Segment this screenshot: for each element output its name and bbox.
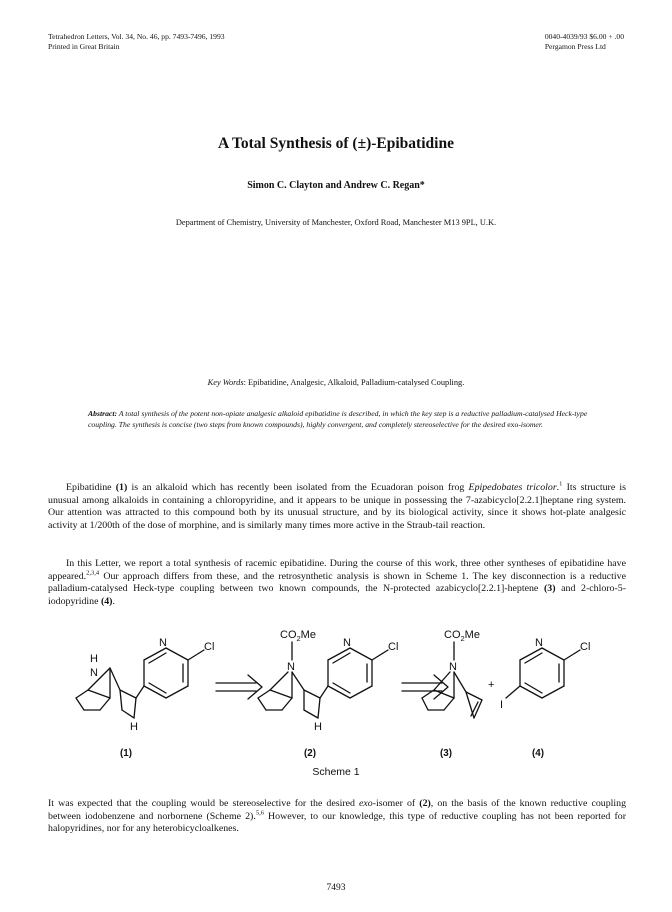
atom-cl: Cl [580, 641, 591, 653]
atom-i: I [500, 699, 504, 711]
co2me-part: CO [280, 629, 297, 641]
co2me-part: CO [444, 629, 461, 641]
compound-ref: (3) [543, 583, 556, 595]
issn-line: 0040-4039/93 $6.00 + .00 [544, 32, 624, 41]
co2me-part: Me [464, 629, 480, 641]
citation-ref: 5,6 [255, 809, 264, 817]
keywords [0, 378, 672, 387]
compound-3-structure [422, 642, 482, 718]
printed-line: Printed in Great Britain [48, 42, 120, 51]
atom-cl: Cl [388, 641, 399, 653]
co2me-sub: 2 [460, 634, 465, 643]
text-run: Epibatidine [66, 482, 116, 493]
atom-n: N [287, 661, 295, 673]
citation-ref: 1 [559, 480, 563, 488]
compound-label-4: (4) [532, 748, 544, 759]
keywords-text: : Epibatidine, Analgesic, Alkaloid, Palladium-catalysed Coupling. [243, 378, 465, 387]
text-run: -isomer of [372, 798, 420, 809]
scheme-1-figure [58, 620, 618, 765]
retrosynthesis-arrow-1 [216, 675, 262, 699]
text-run: . [112, 595, 115, 607]
text-run: Our approach differs from these, and the retrosynthetic analysis is shown in Scheme 1. The key disconnection is a reductive palladium-catalysed Heck-type coupling between two known compounds, the N-protected azabicyclo[2.2.1]-heptene [48, 570, 626, 595]
atom-n: N [159, 637, 167, 649]
compound-4-structure [506, 648, 580, 698]
abstract-text-a: A total synthesis of the potent non-opiate analgesic alkaloid epibatidine is described, in which the key step is a reductive palladium-catalysed Heck-type coupling. The synthesis is concise (two steps from known compounds), highly convergent, and completely stereoselective for the desired [88, 409, 588, 430]
body-paragraph-2 [48, 558, 626, 608]
exo-term: exo [359, 798, 373, 809]
compound-label-2: (2) [304, 748, 316, 759]
co2me-group [444, 629, 480, 643]
text-run: Its structure is unusual among alkaloids in containing a chloropyridine, and it appears to be unique in possessing the 7-azabicyclo[2.2.1]heptane ring system. Our attention was attracted to this compound both by its unusual structure, and by its biological activity, since it shows hot-plate analgesic activity at 1/200th of the dose of morphine, and is similarly many times more active in the Straub-tail reaction. [48, 482, 627, 531]
compound-ref: (1) [115, 482, 128, 493]
atom-n: N [343, 637, 351, 649]
keywords-label: Key Words [207, 378, 244, 387]
atom-h: H [90, 653, 98, 665]
text-run: , on the basis of the known reductive coupling between iodobenzene and norbornene (Scheme 2). [48, 798, 627, 822]
journal-price [545, 32, 624, 52]
text-run: However, to our knowledge, this type of reductive coupling has not been reported for halopyridines, nor for any heterobicycloalkenes. [48, 810, 626, 835]
publisher-line: Pergamon Press Ltd [544, 42, 606, 51]
paper-title: A Total Synthesis of (±)-Epibatidine [218, 135, 454, 152]
journal-citation [48, 32, 225, 52]
atom-n: N [535, 637, 543, 649]
species-name: Epipedobates tricolor [468, 482, 557, 493]
page-number: 7493 [326, 883, 346, 893]
body-paragraph-3 [48, 798, 626, 836]
abstract-exo: exo [507, 420, 519, 430]
text-run: and 2-chloro-5-iodopyridine [48, 583, 626, 607]
atom-n: N [449, 661, 457, 673]
plus-sign: + [488, 679, 495, 691]
compound-label-1: (1) [120, 748, 132, 759]
compound-label-3: (3) [440, 748, 452, 759]
atom-n: N [90, 667, 98, 679]
co2me-group [280, 629, 316, 643]
citation-ref: 2,3,4 [86, 569, 100, 577]
atom-h: H [314, 721, 322, 733]
compound-ref: (2) [419, 798, 431, 809]
atom-cl: Cl [204, 641, 215, 653]
scheme-caption: Scheme 1 [312, 766, 360, 778]
journal-line: Tetrahedron Letters, Vol. 34, No. 46, pp. 7493-7496, 1993 [48, 32, 225, 41]
text-run: is an alkaloid which has recently been isolated from the Ecuadoran poison frog [127, 482, 469, 493]
compound-2-structure [258, 642, 388, 718]
text-run: . [556, 482, 560, 493]
text-run: It was expected that the coupling would be stereoselective for the desired [48, 798, 360, 809]
atom-h: H [130, 721, 138, 733]
abstract-label: Abstract: [88, 409, 118, 418]
body-paragraph-1 [48, 482, 626, 532]
paper-affiliation: Department of Chemistry, University of Manchester, Oxford Road, Manchester M13 9PL, U.K. [175, 218, 497, 227]
co2me-sub: 2 [296, 634, 301, 643]
co2me-part: Me [300, 629, 316, 641]
abstract [88, 408, 598, 430]
paper-authors: Simon C. Clayton and Andrew C. Regan* [247, 180, 425, 191]
abstract-text-b: -isomer. [518, 420, 543, 430]
text-run: In this Letter, we report a total synthesis of racemic epibatidine. During the course of this work, three other syntheses of epibatidine have appeared. [48, 558, 626, 582]
compound-ref: (4) [100, 595, 113, 607]
